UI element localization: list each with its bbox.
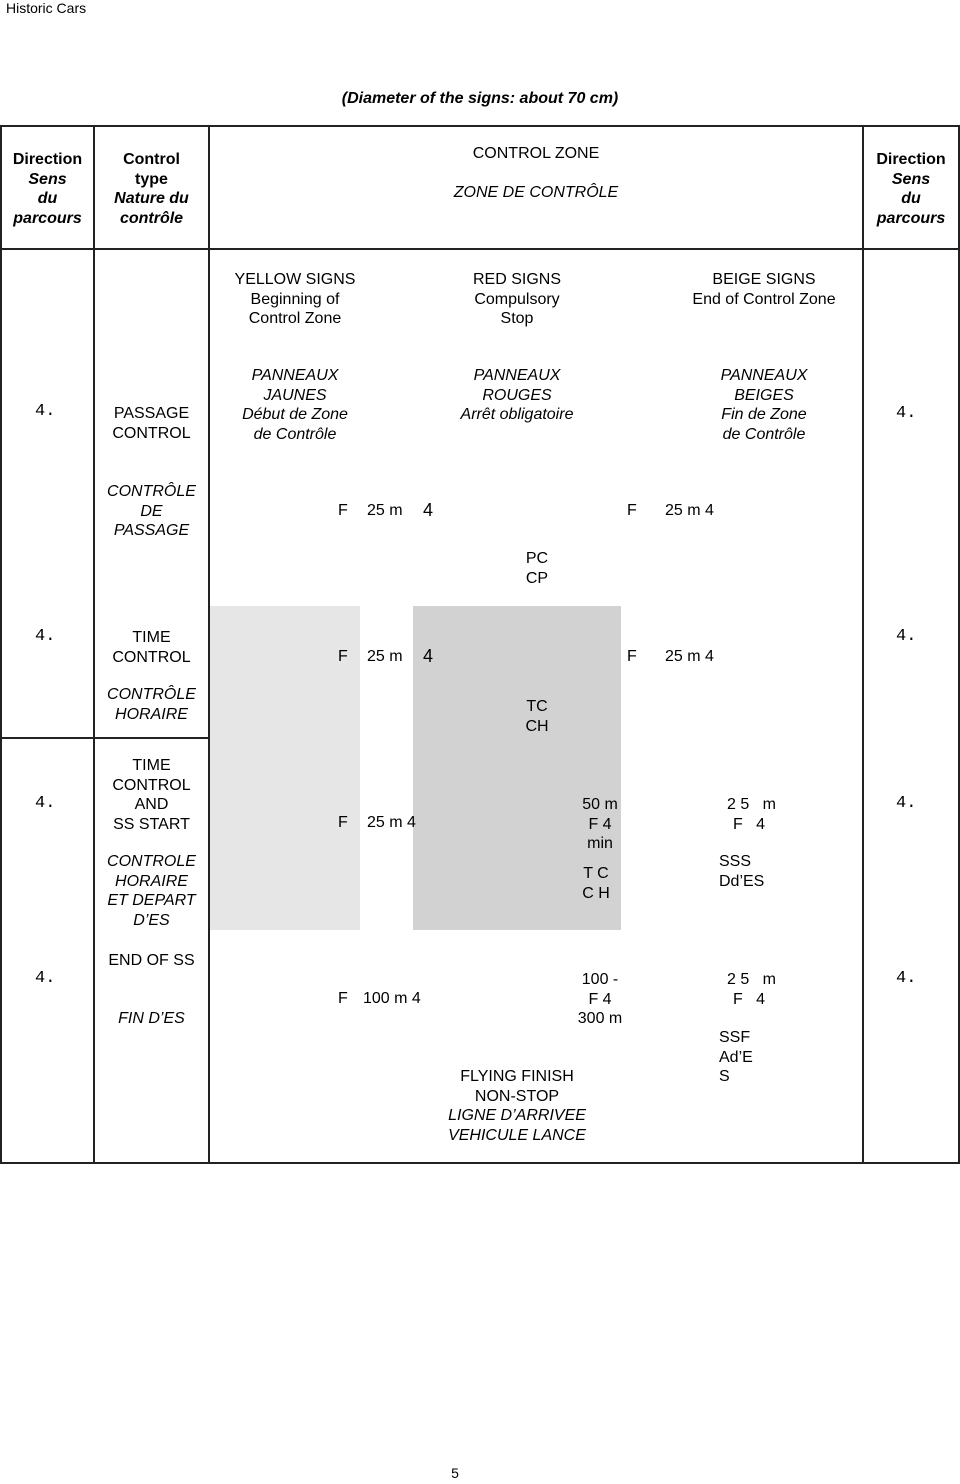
passage-control-type-en: PASSAGE CONTROL	[112, 405, 191, 442]
yellow-signs-en: YELLOW SIGNS Beginning of Control Zone	[234, 271, 356, 327]
passage-control-type-fr: CONTRÔLE DE PASSAGE	[107, 483, 196, 539]
time-control-left-arrow-4: 4	[423, 646, 434, 666]
end-ss-left-f: F	[338, 990, 348, 1007]
passage-left-arrow-4: 4	[423, 500, 434, 520]
yellow-signs-fr: PANNEAUX JAUNES Début de Zone de Contrôle	[242, 367, 348, 443]
passage-code: PC CP	[525, 550, 549, 587]
tc-start-right-distance: 2 5 m F 4	[727, 796, 776, 833]
end-ss-mid-distance: 100 - F 4 300 m	[577, 971, 623, 1027]
marker-tc-start-right: 4.	[896, 794, 917, 813]
tc-start-left-f: F	[338, 814, 348, 831]
tc-start-left-distance: 25 m 4	[367, 814, 416, 831]
end-ss-right-code: SSF Ad’E S	[719, 1029, 753, 1085]
time-control-left-distance: 25 m	[367, 648, 403, 665]
marker-end-ss-right: 4.	[896, 969, 917, 988]
header-zone-fr: ZONE DE CONTRÔLE	[453, 184, 619, 201]
page-number: 5	[451, 1465, 459, 1481]
time-control-right-distance: 25 m 4	[665, 648, 714, 665]
time-control-right-f: F	[627, 648, 637, 665]
passage-right-distance: 25 m 4	[665, 502, 714, 519]
header-title: Historic Cars	[6, 0, 87, 16]
end-ss-type-en: END OF SS	[108, 952, 195, 969]
header-control-type: Control type Nature du contrôle	[114, 151, 189, 227]
header-direction-left: Direction Sens du parcours	[12, 151, 83, 227]
tc-start-mid-code: T C C H	[582, 865, 610, 902]
time-control-type-en: TIME CONTROL	[112, 629, 191, 666]
passage-right-f: F	[627, 502, 637, 519]
time-control-left-f: F	[338, 648, 348, 665]
tc-start-mid-distance: 50 m F 4 min	[582, 796, 618, 852]
beige-signs-fr: PANNEAUX BEIGES Fin de Zone de Contrôle	[720, 367, 808, 443]
tc-start-right-code: SSS Dd’ES	[719, 853, 765, 890]
marker-time-control-right: 4.	[896, 627, 917, 646]
header-zone-en: CONTROL ZONE	[472, 145, 600, 162]
passage-left-distance: 25 m	[367, 502, 403, 519]
end-ss-type-fr: FIN D’ES	[118, 1010, 185, 1027]
table-caption: (Diameter of the signs: about 70 cm)	[341, 90, 619, 107]
marker-passage-right: 4.	[896, 404, 917, 423]
beige-signs-en: BEIGE SIGNS End of Control Zone	[692, 271, 836, 308]
marker-end-ss-left: 4.	[35, 969, 56, 988]
marker-passage-left: 4.	[35, 402, 56, 421]
end-ss-flying-finish: FLYING FINISH NON-STOP LIGNE D’ARRIVEE VEHICULE LANCE	[448, 1068, 586, 1144]
red-signs-fr: PANNEAUX ROUGES Arrêt obligatoire	[460, 367, 574, 423]
tc-start-type-fr: CONTROLE HORAIRE ET DEPART D’ES	[107, 853, 196, 929]
time-control-code: TC CH	[525, 698, 549, 735]
red-signs-en: RED SIGNS Compulsory Stop	[472, 271, 561, 327]
marker-tc-start-left: 4.	[35, 794, 56, 813]
time-control-type-fr: CONTRÔLE HORAIRE	[107, 686, 196, 723]
header-direction-right: Direction Sens du parcours	[876, 151, 946, 227]
end-ss-right-distance: 2 5 m F 4	[727, 971, 776, 1008]
passage-left-f: F	[338, 502, 348, 519]
end-ss-left-distance: 100 m 4	[363, 990, 421, 1007]
marker-time-control-left: 4.	[35, 627, 56, 646]
tc-start-type-en: TIME CONTROL AND SS START	[112, 757, 191, 833]
